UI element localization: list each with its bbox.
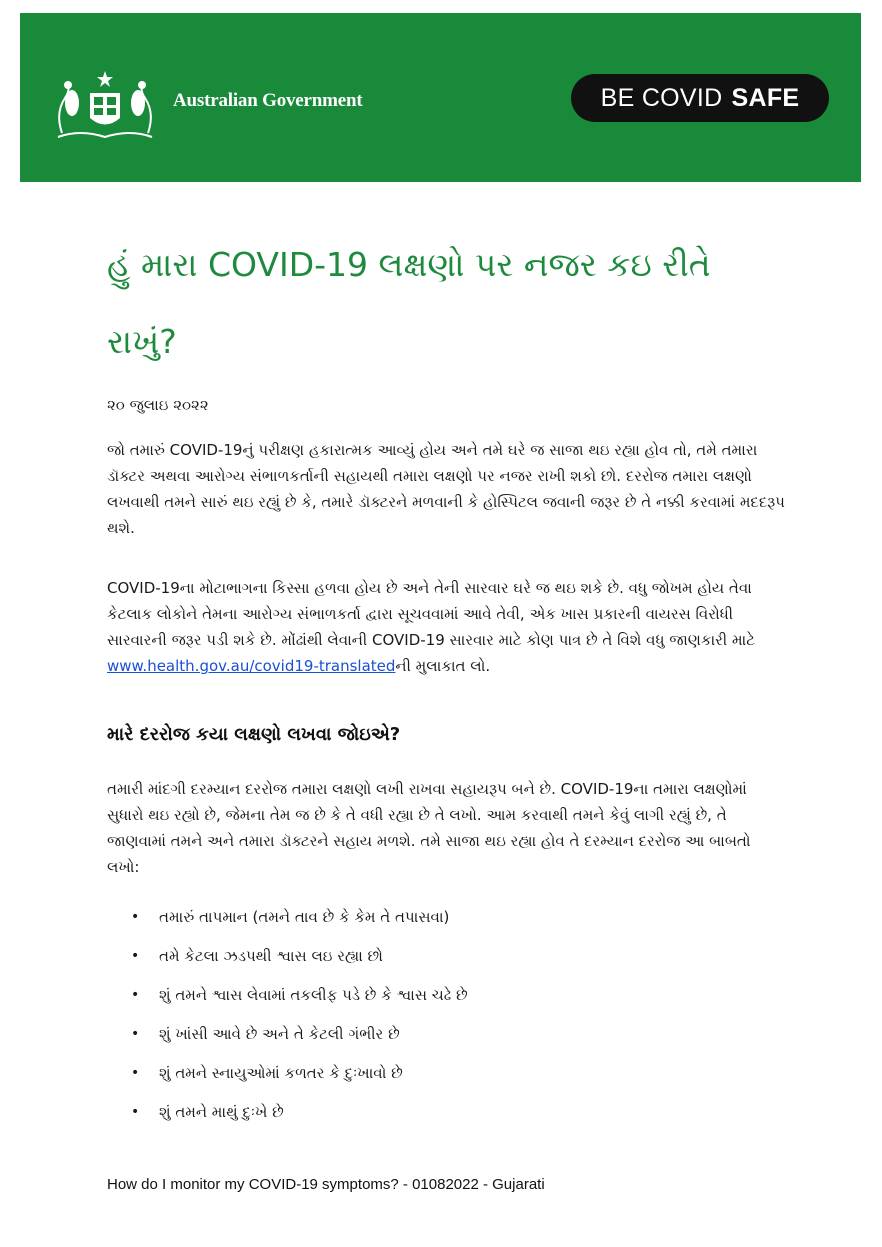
covidsafe-badge [571, 74, 829, 122]
treatment-paragraph [107, 575, 787, 679]
list-item [107, 1054, 767, 1093]
list-item-text: શું તમને સ્નાયુઓમાં કળતર કે દુઃખાવો છે [159, 1064, 403, 1082]
bullet-icon: • [131, 987, 140, 1003]
list-item [107, 937, 767, 976]
list-item [107, 976, 767, 1015]
list-item-text: તમારું તાપમાન (તમને તાવ છે કે કેમ તે તપાસવા) [159, 908, 450, 926]
bullet-icon: • [131, 948, 140, 964]
document-footer: How do I monitor my COVID-19 symptoms? - 01082022 - Gujarati [107, 1176, 545, 1193]
intro-paragraph: જો તમારું COVID-19નું પરીક્ષણ હકારાત્મક આવ્યું હોય અને તમે ઘરે જ સાજા થઇ રહ્યા હોવ તો, તમે તમારા ડૉક્ટર અથવા આરોગ્ય સંભાળકર્તાની સહાયથી તમારા લક્ષણો પર નજર રાખી શકો છો. દરરોજ તમારા લક્ષણો લખવાથી તમને સારું થઇ રહ્યું છે કે, તમારે ડૉક્ટરને મળવાની કે હોસ્પિટલ જવાની જરૂર છે તે નક્કી કરવામાં મદદરૂપ થશે. [107, 441, 785, 537]
bullet-icon: • [131, 909, 140, 925]
list-item-text: શું તમને માથું દુઃખે છે [159, 1103, 284, 1121]
symptom-list [107, 898, 767, 1132]
badge-light-text: BE COVID [600, 83, 723, 112]
list-item [107, 898, 767, 937]
publication-date: ૨૦ જુલાઇ ૨૦૨૨ [107, 396, 209, 414]
health-translated-link[interactable]: www.health.gov.au/covid19-translated [107, 657, 396, 675]
bullet-icon: • [131, 1026, 140, 1042]
bullet-icon: • [131, 1065, 140, 1081]
list-item [107, 1093, 767, 1132]
header-banner [20, 13, 861, 182]
treatment-text-end: ની મુલાકાત લો. [395, 657, 491, 675]
list-item-text: તમે કેટલા ઝડપથી શ્વાસ લઇ રહ્યા છો [159, 947, 383, 965]
section-heading: મારે દરરોજ કયા લક્ષણો લખવા જોઇએ? [107, 724, 401, 745]
list-item [107, 1015, 767, 1054]
badge-bold-text: SAFE [731, 83, 800, 112]
page-title: હું મારા COVID-19 લક્ષણો પર નજર કઇ રીતે રાખું? [107, 245, 711, 361]
coat-of-arms-icon [50, 63, 160, 143]
section-paragraph: તમારી માંદગી દરમ્યાન દરરોજ તમારા લક્ષણો લખી રાખવા સહાયરૂપ બને છે. COVID-19ના તમારા લક્ષણોમાં સુધારો થઇ રહ્યો છે, જેમના તેમ જ છે કે તે વધી રહ્યા છે તે લખો. આમ કરવાથી તમને કેવું લાગી રહ્યું છે, તે જાણવામાં તમને અને તમારા ડૉક્ટરને સહાય મળશે. તમે સાજા થઇ રહ્યા હોવ તે દરમ્યાન દરરોજ આ બાબતો લખો: [107, 780, 751, 876]
treatment-text: COVID-19ના મોટાભાગના કિસ્સા હળવા હોય છે અને તેની સારવાર ઘરે જ થઇ શકે છે. વધુ જોખમ હોય તેવા કેટલાક લોકોને તેમના આરોગ્ય સંભાળકર્તા દ્વારા સૂચવવામાં આવે તેવી, એક ખાસ પ્રકારની વાયરસ વિરોધી સારવારની જરૂર પડી શકે છે. મોંઢાંથી લેવાની COVID-19 સારવાર માટે કોણ પાત્ર છે તે વિશે વધુ જાણકારી માટે [107, 579, 755, 649]
government-name: Australian Government [173, 90, 363, 111]
list-item-text: શું તમને શ્વાસ લેવામાં તકલીફ પડે છે કે શ્વાસ ચઢે છે [159, 986, 468, 1004]
list-item-text: શું ખાંસી આવે છે અને તે કેટલી ગંભીર છે [159, 1025, 400, 1043]
bullet-icon: • [131, 1104, 140, 1120]
